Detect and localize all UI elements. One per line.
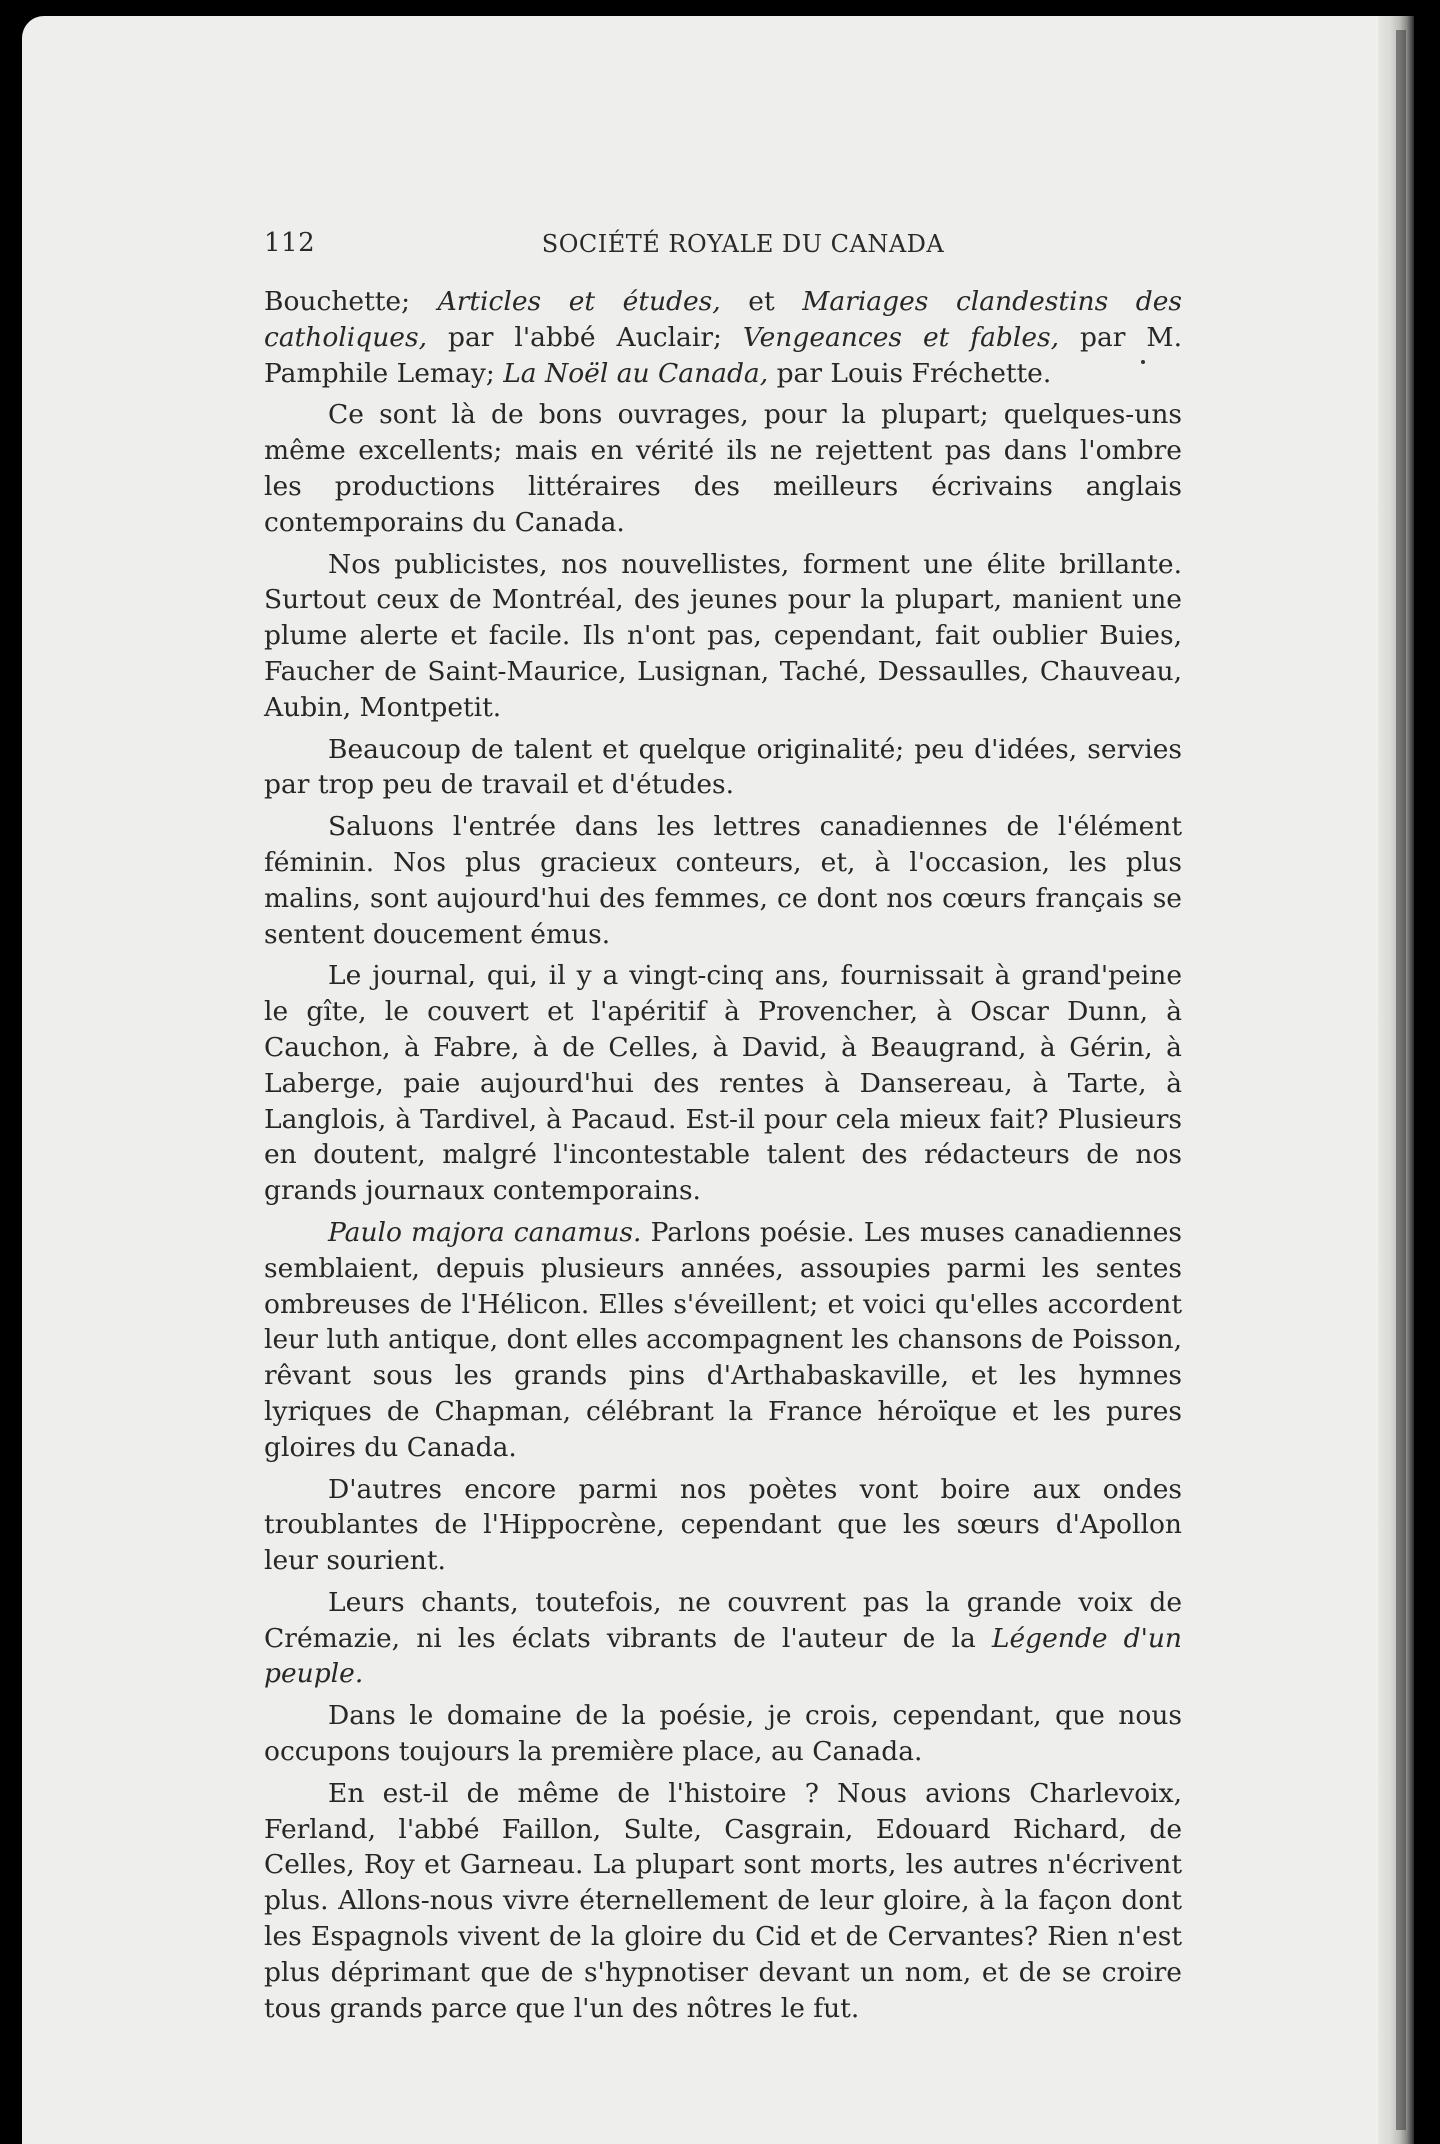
paragraph <box>264 1472 1182 1579</box>
text-segment: D'autres encore parmi nos poètes vont boire aux ondes troublantes de l'Hippocrène, cependant que les sœurs d'Apollon leur sourient. <box>264 1473 1182 1577</box>
binding-edge <box>1396 30 1406 2130</box>
text-segment: Nos publicistes, nos nouvellistes, forment une élite brillante. Surtout ceux de Montréal, des jeunes pour la plupart, manient une plume alerte et facile. Ils n'ont pas, cependant, fait oublier Buies, Faucher de Saint-Maurice, Lusignan, Taché, Dessaulles, Chauveau, Aubin, Montpetit. <box>264 548 1182 723</box>
text-segment: Leurs chants, toutefois, ne couvrent pas la grande voix de Crémazie, ni les éclats vibrants de l'auteur de la <box>264 1586 1182 1654</box>
text-segment: Ce sont là de bons ouvrages, pour la plupart; quelques-uns même excellents; mais en vérité ils ne rejettent pas dans l'ombre les productions littéraires des meilleurs écrivains anglais contemporains du Canada. <box>264 399 1182 538</box>
italic-title: Mariages clandestins des catholiques, <box>264 286 1183 353</box>
paragraph <box>264 958 1182 1209</box>
page-header <box>264 228 1184 268</box>
italic-title: La Noël au Canada, <box>503 357 769 389</box>
paragraph <box>264 732 1182 804</box>
paragraph <box>264 809 1182 952</box>
text-segment: par M. Pamphile Lemay; <box>264 321 1182 389</box>
paragraph <box>264 1215 1182 1466</box>
paragraph <box>264 1776 1182 2027</box>
body-text <box>264 284 1182 2026</box>
text-segment: Le journal, qui, il y a vingt-cinq ans, fournissait à grand'peine le gîte, le couvert et l'apéritif à Provencher, à Oscar Dunn, à Cauchon, à Fabre, à de Celles, à David, à Beaugrand, à Gérin, à Laberge, paie aujourd'hui des rentes à Dansereau, à Tarte, à Langlois, à Tardivel, à Pacaud. Est-il pour cela mieux fait? Plusieurs en doutent, malgré l'incontestable talent des rédacteurs de nos grands journaux contemporains. <box>264 960 1182 1207</box>
running-header: SOCIÉTÉ ROYALE DU CANADA <box>541 230 945 258</box>
italic-title: Paulo majora canamus. <box>328 1216 642 1248</box>
paragraph <box>264 547 1182 726</box>
paragraph <box>264 1698 1182 1770</box>
italic-title: Vengeances et fables, <box>742 321 1060 353</box>
text-segment: Bouchette; <box>264 286 438 317</box>
text-segment: Dans le domaine de la poésie, je crois, cependant, que nous occupons toujours la première place, au Canada. <box>264 1700 1182 1768</box>
page-number: 112 <box>264 228 316 258</box>
text-segment: En est-il de même de l'histoire ? Nous avions Charlevoix, Ferland, l'abbé Faillon, Sulte, Casgrain, Edouard Richard, de Celles, Roy et Garneau. La plupart sont morts, les autres n'écrivent plus. Allons-nous vivre éternellement de leur gloire, à la façon dont les Espagnols vivent de la gloire du Cid et de Cervantes? Rien n'est plus déprimant que de s'hypnotiser devant un nom, et de se croire tous grands parce que l'un des nôtres le fut. <box>264 1777 1182 2024</box>
text-segment: Beaucoup de talent et quelque originalité; peu d'idées, servies par trop peu de travail et d'études. <box>264 733 1182 801</box>
text-segment: Saluons l'entrée dans les lettres canadiennes de l'élément féminin. Nos plus gracieux conteurs, et, à l'occasion, les plus malins, sont aujourd'hui des femmes, ce dont nos cœurs français se sentent doucement émus. <box>264 811 1182 950</box>
text-segment: et <box>720 286 803 317</box>
paragraph <box>264 284 1182 391</box>
text-segment: Parlons poésie. Les muses canadiennes semblaient, depuis plusieurs années, assoupies parmi les sentes ombreuses de l'Hélicon. Elles s'éveillent; et voici qu'elles accordent leur luth antique, dont elles accompagnent les chansons de Poisson, rêvant sous les grands pins d'Arthabaskaville, et les hymnes lyriques de Chapman, célébrant la France héroïque et les pures gloires du Canada. <box>264 1216 1182 1463</box>
italic-title: Légende d'un peuple. <box>264 1622 1182 1690</box>
text-segment: par l'abbé Auclair; <box>427 321 743 353</box>
paragraph <box>264 1585 1182 1692</box>
text-segment: par Louis Fréchette. <box>768 357 1052 389</box>
italic-title: Articles et études, <box>437 286 721 317</box>
paragraph <box>264 397 1182 540</box>
